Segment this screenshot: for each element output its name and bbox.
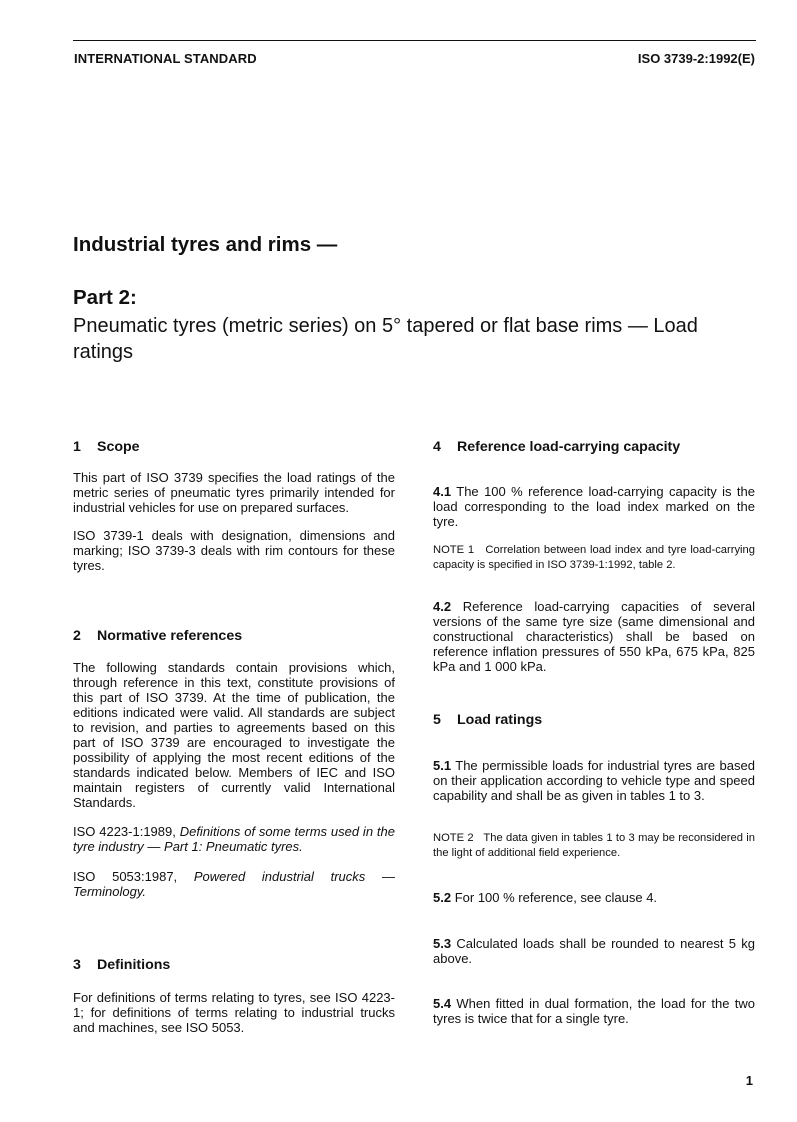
scope-paragraph-2: ISO 3739-1 deals with designation, dimensions and marking; ISO 3739-3 deals with rim contours for these tyres. <box>73 528 395 573</box>
clause-5-1 <box>433 758 755 803</box>
header-standard-label: INTERNATIONAL STANDARD <box>74 51 257 66</box>
section-number: 3 <box>73 957 81 973</box>
page-number: 1 <box>745 1073 753 1088</box>
section-title: Definitions <box>97 957 171 973</box>
clause-number: 5.4 <box>433 996 452 1011</box>
part-label: Part 2: <box>73 286 137 309</box>
clause-text: For 100 % reference, see clause 4. <box>454 890 658 905</box>
clause-text: When fitted in dual formation, the load for the two tyres is twice that for a single tyre. <box>433 996 755 1026</box>
section-number: 2 <box>73 628 81 644</box>
document-subtitle: Pneumatic tyres (metric series) on 5° tapered or flat base rims — Load ratings <box>73 315 698 363</box>
normative-reference-2 <box>73 869 395 899</box>
section-number: 1 <box>73 439 81 455</box>
scope-paragraph-1: This part of ISO 3739 specifies the load ratings of the metric series of pneumatic tyres primarily intended for industrial vehicles for use on prepared surfaces. <box>73 470 395 515</box>
definitions-paragraph: For definitions of terms relating to tyres, see ISO 4223-1; for definitions of terms relating to industrial trucks and machines, see ISO 5053. <box>73 990 395 1035</box>
section-title: Scope <box>97 439 140 455</box>
clause-number: 4.1 <box>433 484 452 499</box>
section-number: 4 <box>433 439 441 455</box>
clause-number: 5.1 <box>433 758 452 773</box>
note-2 <box>433 831 755 861</box>
section-title: Normative references <box>97 628 243 644</box>
document-title: Industrial tyres and rims — <box>73 233 338 256</box>
clause-5-2 <box>433 890 755 905</box>
clause-number: 4.2 <box>433 599 452 614</box>
clause-number: 5.3 <box>433 936 452 951</box>
clause-text: Reference load-carrying capacities of several versions of the same tyre size (same dimensional and constructional characteristics) shall be based on reference inflation pressures of 550 kPa, 675 kPa, 825 kPa and 1 000 kPa. <box>433 599 755 674</box>
clause-5-4 <box>433 996 755 1026</box>
clause-number: 5.2 <box>433 890 452 905</box>
clause-4-1 <box>433 484 755 529</box>
section-5-heading <box>433 712 542 728</box>
note-label: NOTE 1 <box>433 544 475 556</box>
clause-5-3 <box>433 936 755 966</box>
note-text: Correlation between load index and tyre load-carrying capacity is specified in ISO 3739-1:1992, table 2. <box>433 544 755 571</box>
header-rule <box>73 40 756 41</box>
section-number: 5 <box>433 712 441 728</box>
reference-code: ISO 5053:1987, <box>73 869 178 884</box>
normative-reference-1 <box>73 824 395 854</box>
section-title: Load ratings <box>457 712 543 728</box>
normative-paragraph: The following standards contain provisions which, through reference in this text, constitute provisions of this part of ISO 3739. At the time of publication, the editions indicated were valid. All standards are subject to revision, and parties to agreements based on this part of ISO 3739 are encouraged to investigate the possibility of applying the most recent editions of the standards indicated below. Members of IEC and ISO maintain registers of currently valid International Standards. <box>73 660 395 810</box>
section-2-heading <box>73 628 242 644</box>
reference-code: ISO 4223-1:1989, <box>73 824 176 839</box>
section-3-heading <box>73 957 170 973</box>
reference-title: Powered industrial trucks — Terminology. <box>73 869 395 899</box>
note-1 <box>433 543 755 573</box>
clause-text: Calculated loads shall be rounded to nearest 5 kg above. <box>433 936 755 966</box>
clause-text: The 100 % reference load-carrying capacity is the load corresponding to the load index marked on the tyre. <box>433 484 755 529</box>
note-label: NOTE 2 <box>433 832 474 844</box>
note-text: The data given in tables 1 to 3 may be reconsidered in the light of additional field experience. <box>433 832 755 859</box>
reference-title: Definitions of some terms used in the tyre industry — Part 1: Pneumatic tyres. <box>73 824 395 854</box>
header-doc-id: ISO 3739-2:1992(E) <box>637 51 755 66</box>
section-title: Reference load-carrying capacity <box>457 439 681 455</box>
clause-4-2 <box>433 599 755 674</box>
clause-text: The permissible loads for industrial tyres are based on their application according to vehicle type and speed capability and shall be as given in tables 1 to 3. <box>433 758 755 803</box>
section-4-heading <box>433 439 680 455</box>
section-1-heading <box>73 439 140 455</box>
